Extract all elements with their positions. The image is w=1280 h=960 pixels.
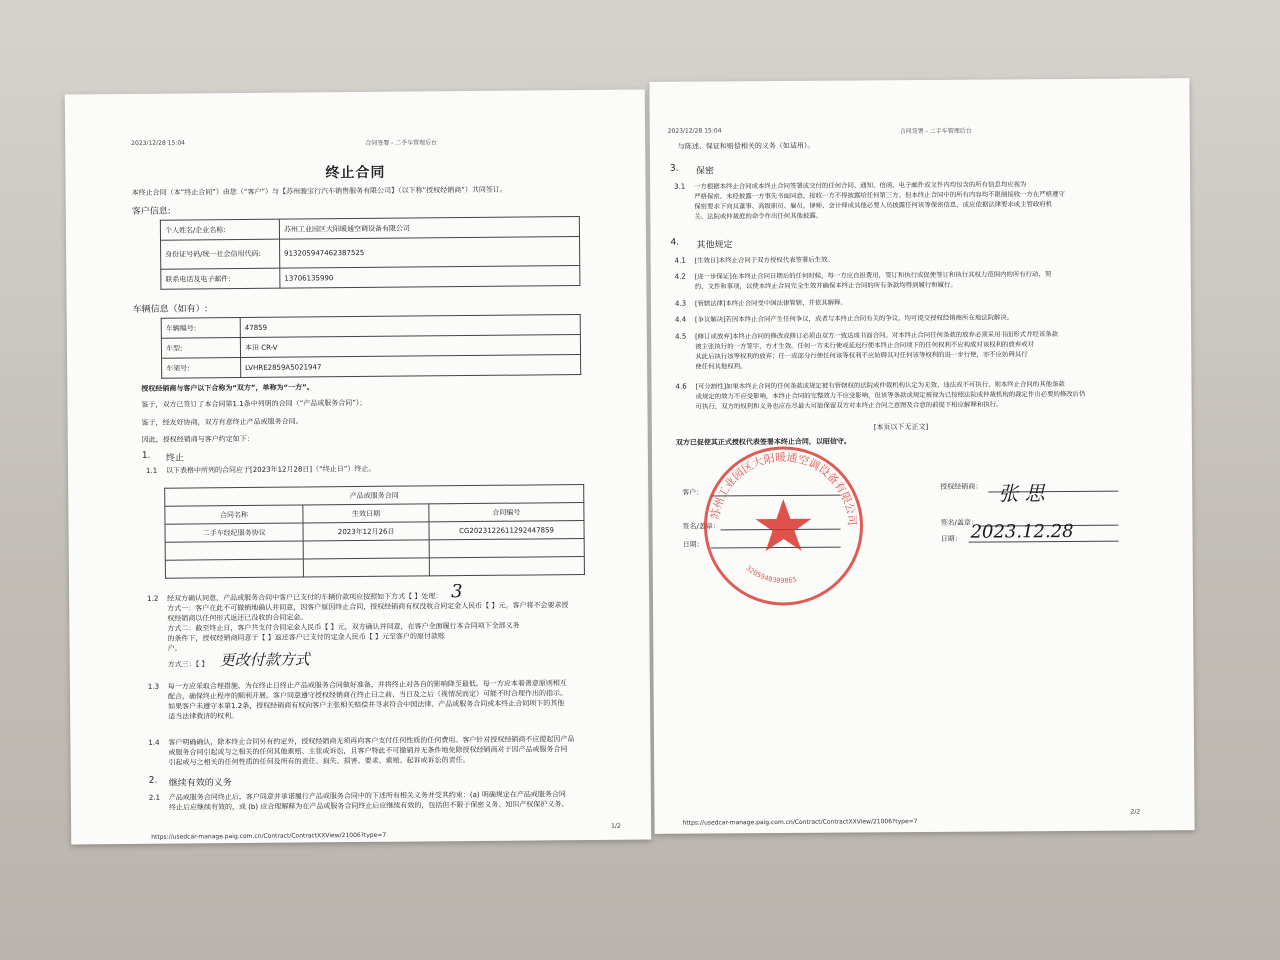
parties-definition: 授权经销商与客户以下合称为“双方”，单称为“一方”。 [141,383,314,393]
table-row [161,266,580,290]
customer-info-table [160,216,581,290]
clause-1-2-line-2: 方式一：客户在此不可撤销地确认并同意，因客户原因终止合同，授权经销商有权没收合同定金人民币【 】元。客户将不会要求授 [167,601,569,613]
seal-code: 3205940309865 [744,564,798,586]
clause-1-4-line-2: 或服务合同引起或与之相关的任何其他索赔、主张或诉讼，且客户特此不可撤销并无条件地免除授权经销商对于因产品或服务合同 [168,745,568,757]
section-1-title: 终止 [165,453,184,464]
clause-1-1-number: 1.1 [145,466,158,475]
vin-label: 车架号: [162,358,241,379]
clause-4-6-line-3: 可执行，双方的权利和义务也应在尽最大可能保留双方对本终止合同之意图及合意的前提下相应解释和执行。 [695,400,1003,411]
clause-4-5-line-4: 使任何其他权利。 [695,362,747,371]
clause-4-2-line-2: 约、文件和事项，以使本终止合同完全生效并确保本终止合同的所有条款均得到履行和履行。 [694,280,957,291]
clause-2-1-line-2: 终止后应继续有效的，或 (b) 应合理解释为在产品或服务合同终止后应继续有效的，包括但不限于保密义务、知识产权保护义务、 [168,800,569,812]
handwritten-date: 2023.12.28 [970,520,1074,543]
clause-4-3-number: 4.3 [674,299,687,308]
whereas-clause-1: 鉴于，双方已签订了本合同第1.1条中列明的合同（“产品或服务合同”）； [141,398,367,409]
clause-1-2-number: 1.2 [147,594,159,603]
handwritten-method-three: 更改付款方式 [219,650,310,670]
clause-4-5-number: 4.5 [675,332,687,341]
clause-4-3-text: [管辖法律]本终止合同受中国法律管辖、并依其解释。 [694,298,847,308]
section-2-number: 2. [148,775,158,786]
clause-1-2-line-6: 户。 [167,644,182,653]
customer-id-value: 913205947462387525 [280,237,580,269]
product-header-date: 生效日期 [303,504,429,523]
contract-page-2 [649,78,1194,834]
handwritten-signature: 张 思 [998,481,1045,506]
clause-4-6-line-2: 或规定的效力不应受影响，本终止合同的完整效力不应受影响，但该等条款或规定被视为已按照法院或仲裁机构的裁定作出必要的修改后仍 [695,389,1086,401]
clause-1-2-line-5: 的条件下，授权经销商同意于【 】返还客户已支付的定金人民币【 】元至客户的原付款账 [167,632,445,643]
product-contract-table [164,484,585,579]
clause-1-3-line-4: 适当法律救济的权利。 [168,712,239,721]
vehicle-section-heading: 车辆信息（如有）: [132,304,208,315]
print-header-title: 合同签署 - 二手车管理后台 [365,139,438,147]
vin-value: LVHRE2859A5021947 [241,355,581,378]
print-datetime: 2023/12/28 15:04 [667,127,722,135]
section-1-number: 1. [141,450,151,461]
clause-1-3-line-1: 每一方应采取合理措施，为在终止日终止产品或服务合同做好准备，并将终止对各自的影响降至最低。每一方应本着善意原则相互 [167,679,567,691]
clause-4-1-text: [生效日]本终止合同于双方授权代表签署后生效。 [694,255,834,265]
clause-3-1-number: 3.1 [674,182,686,191]
customer-contact-value: 13706135990 [280,266,580,289]
clause-1-2-line-4: 方式二：截至终止日，客户共支付合同定金人民币【 】元，双方确认并同意，在客户全面履行本合同项下全部义务 [167,621,520,633]
page-url: https://usedcar-manage.paig.com.cn/Contract/ContractXXView/21006?type=7 [682,818,918,827]
clause-3-1-line-4: 关、法院或仲裁庭的命令作出任何其他披露。 [694,211,823,221]
clause-4-5-line-2: 被主张执行的一方签字，方才生效。任何一方未行使或延迟行使本终止合同项下的任何权利不应构成对该权利的放弃或对 [695,340,1034,351]
handwritten-choice: 3 [451,581,463,603]
clause-1-4-number: 1.4 [148,738,160,747]
page-number: 2/2 [1130,808,1141,816]
table-row [162,355,581,379]
whereas-clause-2: 鉴于，经友好协商，双方有意终止产品或服务合同。 [141,417,303,427]
vehicle-info-table [161,314,582,379]
customer-contact-label: 联系电话及电子邮件: [161,268,280,289]
seal-company-name: 苏州工业园区大阳暖通空调设备有限公司 [708,450,859,527]
section-2-title: 继续有效的义务 [168,778,232,789]
section-4-number: 4. [670,237,680,248]
clause-1-3-number: 1.3 [147,682,160,691]
clause-1-2-line-3: 权经销商以任何形式返还已没收的合同定金。 [167,613,308,623]
clause-1-2-line-1: 经双方确认同意，产品或服务合同中客户已支付的车辆价款项应按照如下方式【 】处理： [167,592,443,603]
customer-id-label: 身份证号码/统一社会信用代码: [161,239,280,269]
product-header-number: 合同编号 [429,503,584,522]
clause-4-1-number: 4.1 [674,256,686,265]
dealer-label: 授权经销商： [940,482,983,491]
product-contract-number: CG2023122611292447859 [429,521,584,540]
product-contract-name: 二手车经纪服务协议 [165,523,303,542]
clause-4-5-line-1: [修订或放弃]本终止合同的修改或修订必须由双方一致达成书面合同。对本终止合同任何条款的放弃必须采用书面形式并经该条款 [695,330,1059,341]
section-3-number: 3. [669,163,679,174]
dealer-sign-label: 签名/盖章： [940,518,978,527]
clause-1-4-line-1: 客户明确确认，除本终止合同另有约定外，授权经销商无须再向客户支付任何性质的任何费用。客户针对授权经销商不应提起因产品 [168,735,575,747]
page-title: 终止合同 [325,164,386,182]
vehicle-number-label: 车辆编号: [161,318,240,339]
company-seal-icon [698,440,869,611]
clause-3-1-line-3: 保密要求下向其董事、高级职员、雇员、律师、会计师或其他必要人员披露任何该等保密信息，或应依据法律要求或主管政府机 [694,200,1053,211]
clause-2-1-line-1: 产品或服务合同终止后，客户同意并承诺履行产品或服务合同中的下述所有相关义务并受其约束：(a) 明确规定在产品或服务合同 [168,790,566,802]
customer-name-label: 个人姓名/企业名称: [160,219,279,240]
customer-date-label: 日期： [682,540,704,549]
clause-1-3-line-3: 如果客户未遵守本第1.2条，授权经销商有权向客户主张相关赔偿并寻求符合中国法律、产品或服务合同或本终止合同项下的其他 [168,699,565,711]
print-header-title: 合同签署 - 二手车管理后台 [899,127,972,136]
clause-4-6-number: 4.6 [675,382,687,391]
clause-4-4-number: 4.4 [675,315,687,324]
page-url: https://usedcar-manage.paig.com.cn/Contract/ContractXXView/21006?type=7 [151,831,387,841]
customer-name-value: 苏州工业园区大阳暖通空调设备有限公司 [279,217,579,240]
clause-4-2-line-1: [进一步保证]在本终止合同日期后的任何时候，每一方应自担费用，签订和执行或促使签订和执行其权力范围内的所有行动、契 [694,270,1052,281]
clause-1-4-line-3: 引起或与之相关的任何性质的任何及所有的责任、损失、损害、要求、索赔、起诉或诉讼的责任。 [168,756,470,767]
clause-4-5-line-3: 其此后执行该等权利的放弃；任一或部分行使任何该等权利不应妨碍其对任何该等权利的进一步行使，亦不应妨碍其行 [695,350,1028,361]
vehicle-model-value: 本田 CR-V [240,335,580,358]
customer-section-heading: 客户信息: [131,206,171,217]
clause-1-2-line-7: 方式三：【 】 [167,660,209,669]
clause-1-3-line-2: 配合，确保终止程序的顺利开展。客户同意遵守授权经销商在终止日之前、当日及之后（视情况而定）可能不时合理作出的指示。 [167,689,568,701]
clause-3-1-line-1: 一方根据本终止合同或本终止合同签署或交付的任何合同、通知、信函、电子邮件或文件内均包含的所有信息均应视为 [694,180,1027,191]
page-number: 1/2 [611,822,621,830]
clause-4-4-text: [争议解决]若因本终止合同产生任何争议，或者与本终止合同有关的争议，均可提交授权经销商所在地法院解决。 [695,313,1014,324]
svg-text:3205940309865 [744,564,797,585]
section-4-title: 其他规定 [696,240,733,251]
customer-label: 客户： [682,488,704,497]
table-row [165,557,584,579]
product-table-title: 产品或服务合同 [165,485,584,507]
clause-4-2-number: 4.2 [674,272,686,281]
table-row [161,237,580,270]
section-3-title: 保密 [695,166,715,177]
witness-statement: 双方已促使其正式授权代表签署本终止合同，以昭信守。 [675,437,851,447]
continued-obligations-line: 与陈述、保证和赔偿相关的义务（如适用）。 [677,141,815,151]
clause-1-1-text: 以下表格中所列的合同应于[2023年12月28日]（“终止日”）终止。 [165,464,376,475]
contract-page-1 [65,89,652,844]
product-header-name: 合同名称 [165,505,303,524]
intro-paragraph: 本终止合同（本“终止合同”）由您（“客户”）与【苏州骏宝行汽车销售服务有限公司】（以下称“授权经销商”）共同签订。 [131,185,507,197]
therefore-clause: 因此，授权经销商与客户约定如下： [141,434,254,444]
no-further-text-note: [本页以下无正文] [873,422,929,432]
product-effective-date: 2023年12月26日 [303,522,429,541]
clause-4-6-line-1: [可分割性]如果本终止合同的任何条款或规定被有管辖权的法院或仲裁机构认定为无效、违法或不可执行，则本终止合同的其他条款 [695,380,1065,391]
vehicle-model-label: 车型: [161,338,240,359]
print-datetime: 2023/12/28 15:04 [131,139,185,147]
vehicle-number-value: 47859 [240,315,580,338]
clause-3-1-line-2: 严格保密。未经披露一方事先书面同意，接收一方不得披露给任何第三方。但本终止合同中的所有内容均不限制接收一方在严格遵守 [694,189,1065,201]
dealer-date-label: 日期： [940,534,962,543]
customer-sign-label: 签名/盖章： [682,522,720,531]
clause-2-1-number: 2.1 [148,793,161,802]
